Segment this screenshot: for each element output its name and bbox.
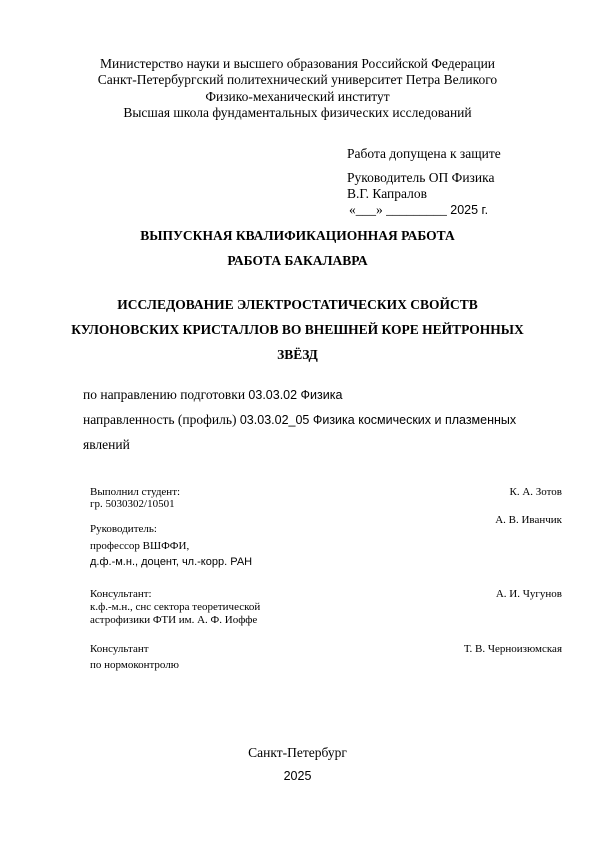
university-line: Санкт-Петербургский политехнический университет Петра Великого [97,72,498,87]
approval-year: 2025 г. [450,203,489,217]
footer-city: Санкт-Петербург [248,745,347,760]
profile-line [83,412,516,428]
ministry-line: Министерство науки и высшего образования Российской Федерации [99,56,496,71]
admitted-text: Работа допущена к защите [347,146,501,161]
normcontrol-label-1: Консультант [90,643,149,655]
thesis-title-line2: КУЛОНОВСКИХ КРИСТАЛЛОВ ВО ВНЕШНЕЙ КОРЕ НЕЙТРОННЫХ [71,322,524,337]
consultant-title-2: астрофизики ФТИ им. А. Ф. Иоффе [90,614,258,626]
footer-year: 2025 [283,769,312,783]
consultant-label: Консультант: [90,588,152,600]
supervisor-name: А. В. Иванчик [495,514,562,526]
approval-date-blanks: «___» _________ [349,202,447,217]
supervisor-label: Руководитель: [90,523,157,535]
profile-prefix: направленность (профиль) [83,412,237,427]
consultant-name: А. И. Чугунов [495,588,562,600]
thesis-title-line3: ЗВЁЗД [277,347,318,362]
thesis-title-line1: ИССЛЕДОВАНИЕ ЭЛЕКТРОСТАТИЧЕСКИХ СВОЙСТВ [117,297,478,312]
work-type: ВЫПУСКНАЯ КВАЛИФИКАЦИОННАЯ РАБОТА [140,228,455,243]
school-line: Высшая школа фундаментальных физических исследований [123,105,472,120]
supervisor-title-2: д.ф.-м.н., доцент, чл.-корр. РАН [90,556,253,568]
normcontrol-label-2: по нормоконтролю [90,659,179,671]
institute-line: Физико-механический институт [205,89,390,104]
student-label: Выполнил студент: [90,486,181,498]
student-name: К. А. Зотов [509,486,562,498]
normcontrol-name: Т. В. Черноизюмская [463,643,562,655]
consultant-title-1: к.ф.-м.н., снс сектора теоретической [90,601,261,613]
profile-value-continued: явлений [83,437,130,452]
supervisor-title-1: профессор ВШФФИ, [90,540,190,552]
profile-value: 03.03.02_05 Физика космических и плазменных [239,413,517,427]
approval-role: Руководитель ОП Физика [347,170,495,185]
direction-value: 03.03.02 Физика [248,388,343,402]
direction-line [83,387,342,403]
approval-date [349,202,488,218]
work-degree: РАБОТА БАКАЛАВРА [227,253,368,268]
approval-name: В.Г. Капралов [347,186,427,201]
student-group: гр. 5030302/10501 [90,498,175,510]
direction-prefix: по направлению подготовки [83,387,246,402]
